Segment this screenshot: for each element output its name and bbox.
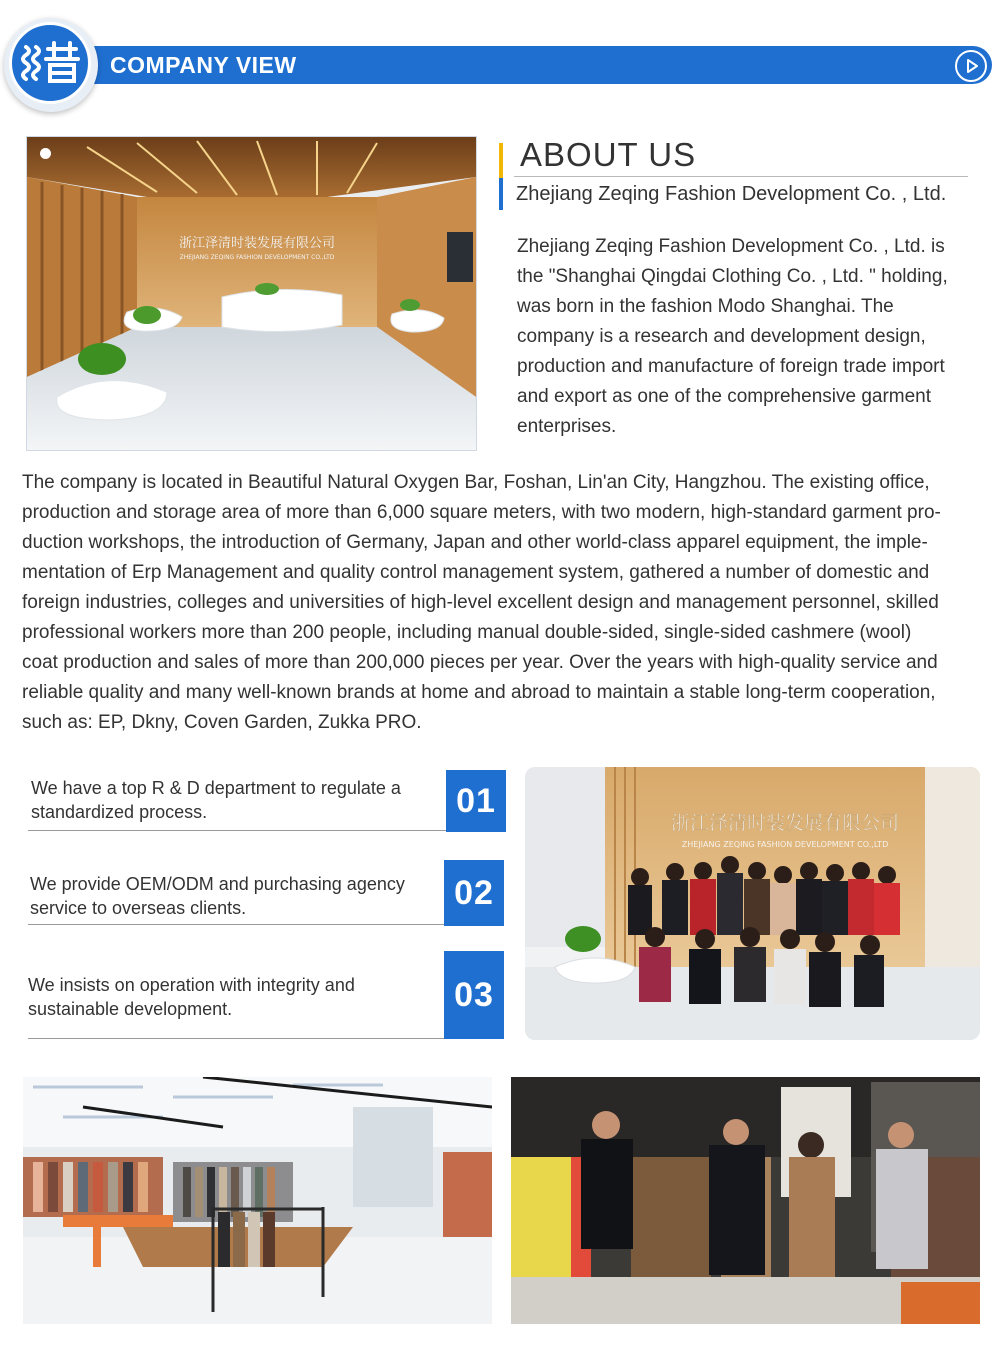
feature-divider [28, 1038, 504, 1039]
lobby-photo [27, 137, 476, 450]
feature-line: standardized process. [31, 802, 208, 822]
brand-logo-icon [9, 22, 91, 104]
company-description [22, 468, 990, 738]
feature-text [28, 973, 448, 1021]
feature-number: 01 [446, 770, 506, 832]
description-line: production and storage area of more than 6,000 square meters, with two modern, high-standard garment pro- [22, 502, 941, 523]
fitting-photo [511, 1077, 980, 1324]
play-circle-icon[interactable] [955, 50, 987, 82]
feature-item-1 [28, 770, 506, 832]
description-line: foreign industries, colleges and universities of high-level excellent design and management personnel, skilled [22, 592, 939, 613]
feature-divider [28, 924, 444, 925]
about-line: enterprises. [517, 416, 617, 437]
feature-line: We insists on operation with integrity and [28, 975, 355, 995]
company-name: Zhejiang Zeqing Fashion Development Co. , Ltd. [516, 183, 947, 205]
about-line: production and manufacture of foreign trade import [517, 356, 945, 377]
feature-line: We have a top R & D department to regulate a [31, 778, 401, 798]
about-line: was born in the fashion Modo Shanghai. The [517, 296, 894, 317]
description-line: professional workers more than 200 people, including manual double-sided, single-sided cashmere (wool) [22, 622, 912, 643]
feature-line: sustainable development. [28, 999, 233, 1019]
description-line: reliable quality and many well-known brands at home and abroad to maintain a stable long-term cooperation, [22, 682, 936, 703]
feature-item-2 [28, 860, 506, 926]
about-line: and export as one of the comprehensive garment [517, 386, 932, 407]
feature-text [31, 776, 451, 824]
description-line: such as: EP, Dkny, Coven Garden, Zukka PRO. [22, 712, 422, 733]
description-line: coat production and sales of more than 200,000 pieces per year. Over the years with high-quality service and [22, 652, 938, 673]
description-line: mentation of Erp Management and quality control management system, gathered a number of domestic and [22, 562, 930, 583]
feature-text [30, 872, 450, 920]
about-divider [514, 176, 968, 177]
feature-number: 02 [444, 860, 504, 926]
lobby-photo-dot [40, 148, 51, 159]
team-sign-cn: 浙江泽清时装发展有限公司 [670, 812, 900, 834]
feature-divider [28, 830, 446, 831]
showroom-photo [23, 1077, 492, 1324]
about-line: Zhejiang Zeqing Fashion Development Co. , Ltd. is [517, 236, 945, 257]
feature-line: We provide OEM/ODM and purchasing agency [30, 874, 405, 894]
about-accent-blue [499, 178, 503, 210]
feature-item-3 [28, 951, 506, 1040]
about-line: the "Shanghai Qingdai Clothing Co. , Ltd. " holding, [517, 266, 948, 287]
company-view-banner [0, 0, 1000, 110]
lobby-sign-cn: 浙江泽清时装发展有限公司 [178, 236, 336, 251]
about-title: ABOUT US [520, 136, 697, 173]
description-line: The company is located in Beautiful Natural Oxygen Bar, Foshan, Lin'an City, Hangzhou. The existing office, [22, 472, 930, 493]
about-line: company is a research and development design, [517, 326, 926, 347]
feature-number: 03 [444, 951, 504, 1039]
description-line: duction workshops, the introduction of Germany, Japan and other world-class apparel equipment, the imple- [22, 532, 928, 553]
team-photo [525, 767, 980, 1040]
about-paragraph [517, 232, 987, 442]
team-sign-en: ZHEJIANG ZEQING FASHION DEVELOPMENT CO.,LTD [681, 840, 889, 849]
banner-title: COMPANY VIEW [110, 52, 297, 78]
lobby-sign-en: ZHEJIANG ZEQING FASHION DEVELOPMENT CO.,LTD [179, 254, 335, 261]
feature-line: service to overseas clients. [30, 898, 247, 918]
